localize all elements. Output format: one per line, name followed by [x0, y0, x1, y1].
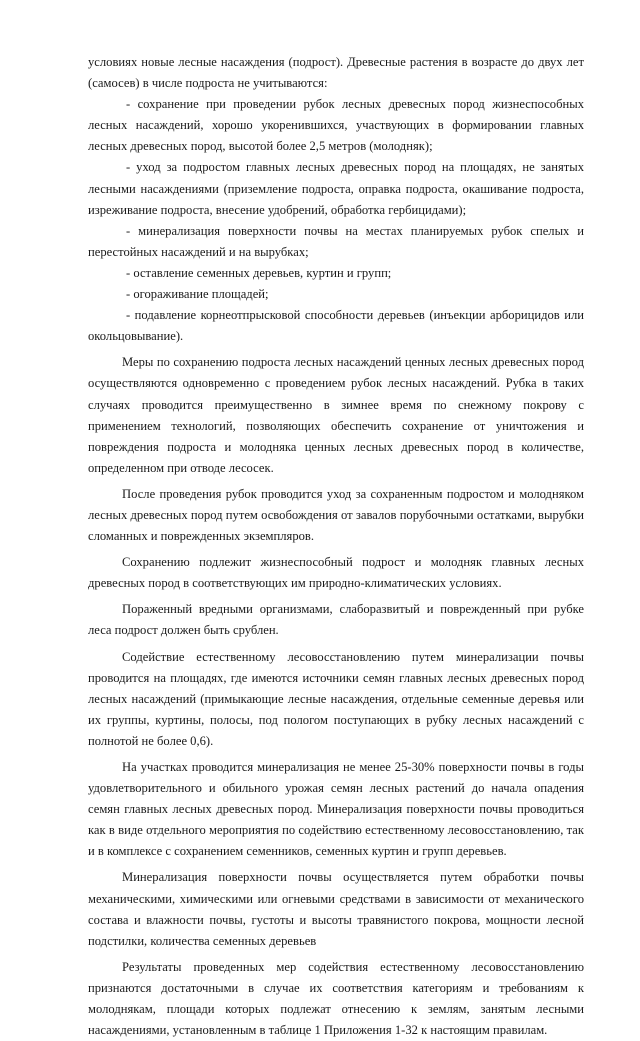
- list-item-soil-mineralization: - минерализация поверхности почвы на местах планируемых рубок спелых и перестойных насаждений и на вырубках;: [88, 223, 584, 259]
- paragraph-mineralization-rate: На участках проводится минерализация не менее 25-30% поверхности почвы в годы удовлетворительного и обильного урожая семян лесных растений до начала опадения семян главных лесных древесных пород. Минерализация поверхности почвы проводиться как в виде отдельного мероприятия по содействию естественному лесовосстановлению, так и в комплексе с сохранением семенников, семенных куртин и групп деревьев.: [88, 760, 584, 859]
- paragraph-assistance-mineralization: Содействие естественному лесовосстановлению путем минерализации почвы проводится на площадях, где имеются источники семян главных лесных древесных пород лесных насаждений (примыкающие лесные насаждения, отдельные семенные деревья или их группы, куртины, полосы, под пологом поступающих в рубку лесных насаждений с полнотой не более 0,6).: [88, 649, 584, 748]
- paragraph-after-felling: После проведения рубок проводится уход за сохраненным подростом и молодняком лесных древесных пород путем освобождения от завалов порубочными остатками, вырубки сломанных и поврежденных экземпляров.: [88, 486, 584, 544]
- paragraph-intro: условиях новые лесные насаждения (подрост). Древесные растения в возрасте до двух лет (самосев) в числе подроста не учитываются:: [88, 55, 584, 91]
- list-item-preserve-young-growth: - сохранение при проведении рубок лесных древесных пород жизнеспособных лесных насаждений, хорошо укоренившихся, участвующих в формировании главных лесных древесных пород, высотой более 2,5 метров (молодняк);: [88, 97, 584, 154]
- paragraph-viable-growth: Сохранению подлежит жизнеспособный подрост и молодняк главных лесных древесных пород в соответствующих им природно-климатических условиях.: [88, 555, 584, 591]
- paragraph-mineralization-methods: Минерализация поверхности почвы осуществляется путем обработки почвы механическими, химическими или огневыми средствами в зависимости от механического состава и влажности почвы, густоты и высоты травянистого покрова, мощности лесной подстилки, количества семенных деревьев: [88, 870, 584, 948]
- paragraph-results: Результаты проведенных мер содействия естественному лесовосстановлению признаются достаточными в случае их соответствия категориям и требованиям к молоднякам, площади которых подлежат отнесению к землям, занятым лесными насаждениями, установленным в таблице 1 Приложения 1-32 к настоящим правилам.: [88, 959, 584, 1038]
- list-item-seed-trees: - оставление семенных деревьев, куртин и групп;: [126, 265, 392, 280]
- paragraph-preservation-measures: Меры по сохранению подроста лесных насаждений ценных лесных древесных пород осуществляются одновременно с проведением рубок лесных насаждений. Рубка в таких случаях проводится преимущественно в зимнее время по снежному покрову с применением технологий, позволяющих обеспечить сохранение от уничтожения и повреждения подроста и молодняка ценных лесных древесных пород в количестве, определенном при отводе лесосек.: [88, 355, 584, 475]
- list-item-root-suppression: - подавление корнеотпрысковой способности деревьев (инъекции арборицидов или окольцовывание).: [88, 308, 584, 344]
- document-body: [88, 52, 584, 1041]
- list-item-fencing: - огораживание площадей;: [126, 287, 269, 302]
- paragraph-damaged-growth: Пораженный вредными организмами, слаборазвитый и поврежденный при рубке леса подрост должен быть срублен.: [88, 602, 584, 638]
- list-item-young-growth-care: - уход за подростом главных лесных древесных пород на площадях, не занятых лесными насаждениями (приземление подроста, оправка подроста, окашивание подроста, изреживание подроста, внесение удобрений, обработка гербицидами);: [88, 160, 584, 217]
